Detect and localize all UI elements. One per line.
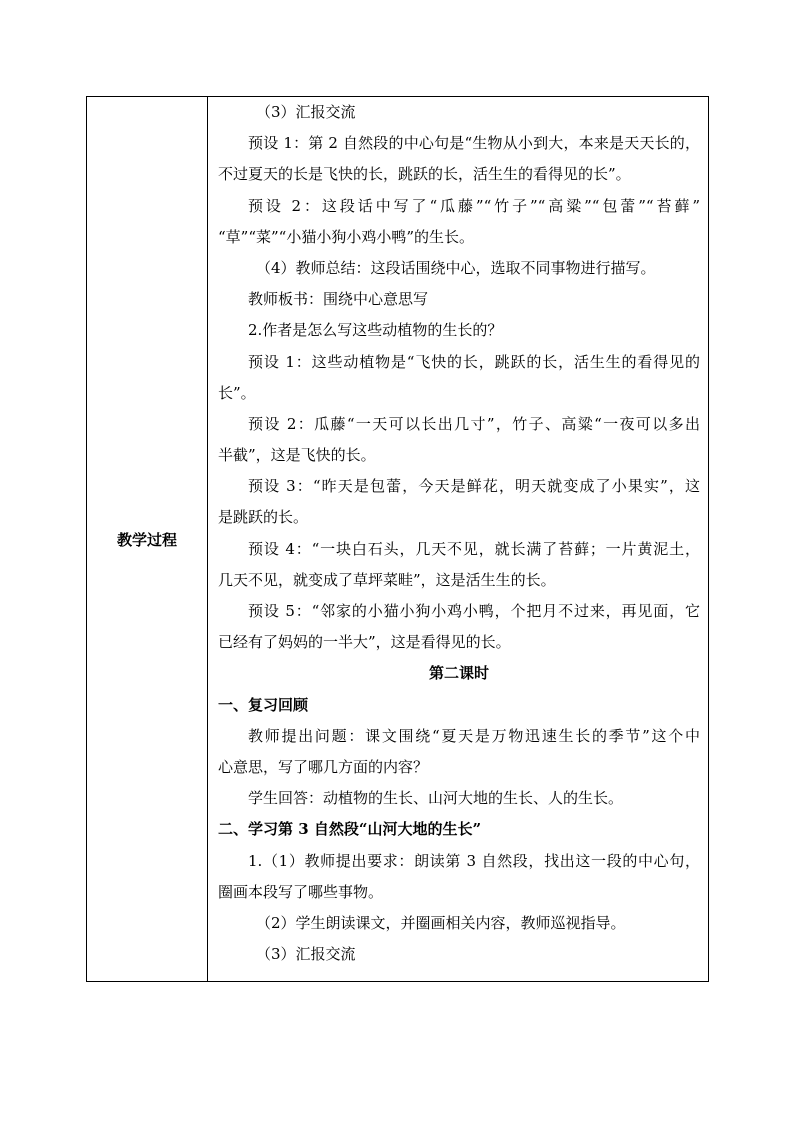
- table-row: [87, 97, 709, 982]
- line-answer-5b: 已经有了妈妈的一半大”，这是看得见的长。: [218, 633, 511, 652]
- lesson-plan-table: [86, 96, 709, 982]
- line-teacher-question-a: 教师提出问题：课文围绕“夏天是万物迅速生长的季节”这个中: [248, 726, 700, 745]
- line-teacher-summary: （4）教师总结：这段话围绕中心，选取不同事物进行描写。: [256, 258, 656, 277]
- heading-study-paragraph-3: 二、学习第 3 自然段“山河大地的生长”: [218, 820, 482, 839]
- line-answer-2a: 预设 2：瓜藤“一天可以长出几寸”，竹子、高粱“一夜可以多出: [248, 414, 700, 433]
- line-answer-3b: 是跳跃的长。: [218, 508, 309, 527]
- line-answer-1a: 预设 1：这些动植物是“飞快的长，跳跃的长，活生生的看得见的: [248, 352, 700, 371]
- line-student-answer: 学生回答：动植物的生长、山河大地的生长、人的生长。: [248, 789, 624, 808]
- line-preset-1a: 预设 1：第 2 自然段的中心句是“生物从小到大，本来是天天长的，: [248, 134, 700, 153]
- line-preset-1b: 不过夏天的长是飞快的长，跳跃的长，活生生的看得见的长”。: [218, 165, 631, 184]
- line-student-reading: （2）学生朗读课文，并圈画相关内容，教师巡视指导。: [256, 913, 626, 932]
- line-preset-2b: “草”“菜”“小猫小狗小鸡小鸭”的生长。: [218, 227, 475, 246]
- line-answer-3a: 预设 3：“昨天是包蕾，今天是鲜花，明天就变成了小果实”，这: [248, 477, 700, 496]
- row-label: 教学过程: [116, 530, 177, 549]
- content-cell: [208, 97, 709, 982]
- line-answer-4a: 预设 4：“一块白石头，几天不见，就长满了苔藓；一片黄泥土，: [248, 539, 700, 558]
- line-report-2: （3）汇报交流: [256, 945, 356, 964]
- line-answer-2b: 半截”，这是飞快的长。: [218, 446, 376, 465]
- line-report-1: （3）汇报交流: [256, 103, 356, 121]
- row-label-cell: [87, 97, 208, 982]
- section-heading-lesson-2: 第二课时: [428, 664, 489, 683]
- line-requirement-b: 圈画本段写了哪些事物。: [218, 882, 384, 901]
- line-answer-1b: 长”。: [218, 383, 256, 402]
- line-answer-4b: 几天不见，就变成了草坪菜畦”，这是活生生的长。: [218, 570, 556, 589]
- line-question-2: 2.作者是怎么写这些动植物的生长的？: [248, 321, 503, 340]
- heading-review: 一、复习回顾: [218, 695, 309, 714]
- line-answer-5a: 预设 5：“邻家的小猫小狗小鸡小鸭，个把月不过来，再见面，它: [248, 602, 700, 620]
- line-requirement-a: 1.（1）教师提出要求：朗读第 3 自然段，找出这一段的中心句，: [248, 851, 700, 870]
- line-blackboard: 教师板书：围绕中心意思写: [248, 290, 429, 309]
- line-teacher-question-b: 心意思，写了哪几方面的内容？: [218, 757, 429, 776]
- line-preset-2a: 预设 2：这段话中写了“瓜藤”“竹子”“高粱”“包蕾”“苔藓”: [248, 196, 700, 215]
